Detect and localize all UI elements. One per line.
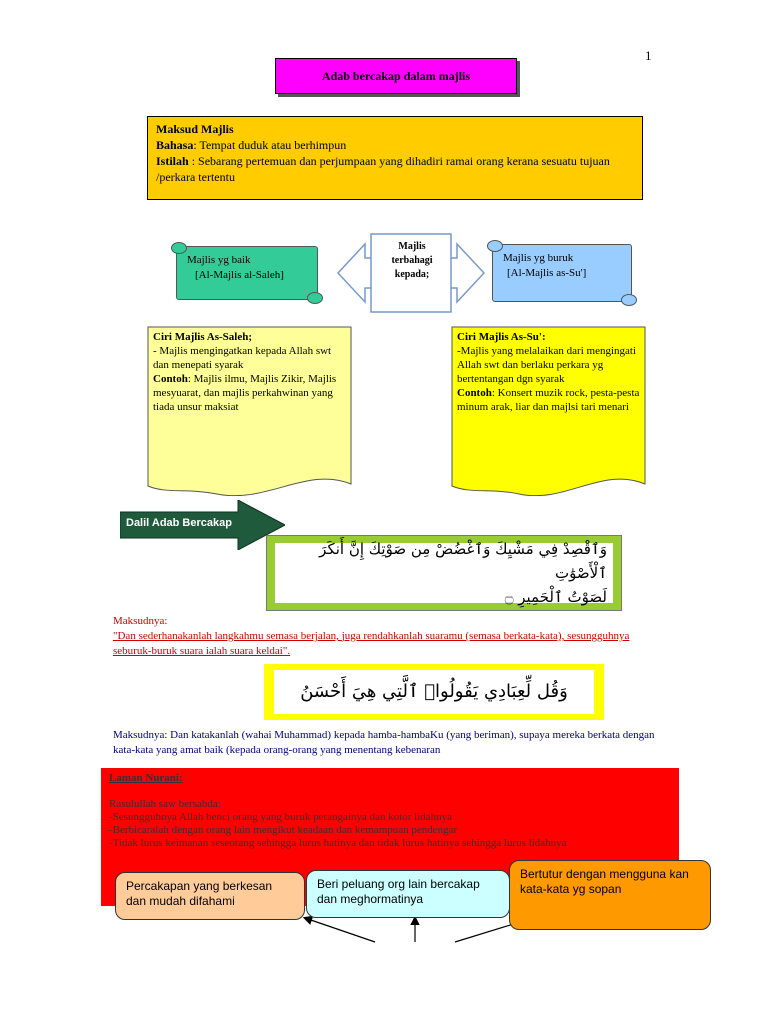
- bubble-bertutur: Bertutur dengan mengguna kan kata-kata yg sopan: [509, 860, 711, 930]
- laman-line2: -Sesungguhnya Allah benci orang yang buruk perangainya dan kotor lidahnya: [109, 811, 453, 823]
- majlis-center-line3: kepada;: [394, 269, 430, 280]
- maksudnya-part2: juga rendahkanlah suaramu (semasa berkata-kata), sesungguhnya seburuk-buruk suara ialah suara keldai".: [113, 630, 630, 657]
- verse-isra-inner: [274, 670, 594, 714]
- maksud-majlis-box: [147, 116, 643, 200]
- istilah-line: [156, 153, 634, 185]
- bahasa-line: [156, 137, 634, 153]
- maksudnya-luqman: [113, 614, 653, 659]
- contoh-text: : Majlis ilmu, Majlis Zikir, Majlis mesyuarat, dan majlis perkahwinan yang tiada unsur maksiat: [153, 373, 337, 413]
- verse-luqman-box: [266, 535, 622, 611]
- bubble-percakapan: Percakapan yang berkesan dan mudah difahami: [115, 872, 305, 920]
- maksudnya-part1: "Dan sederhanakanlah langkahmu semasa berjalan,: [113, 630, 342, 642]
- contoh-text: : Konsert muzik rock, pesta-pesta minum arak, liar dan majlsi tari menari: [457, 387, 640, 413]
- majlis-buruk-line1: Majlis yg buruk: [503, 252, 574, 264]
- scroll-curl: [487, 240, 503, 252]
- majlis-baik-scroll: [176, 246, 318, 300]
- verse-isra-text: وَقُل لِّعِبَادِي يَقُولُوا۟ ٱلَّتِي هِيَ أَحْسَنُ: [300, 681, 568, 702]
- bahasa-text: : Tempat duduk atau berhimpun: [193, 138, 347, 152]
- page-number: 1: [645, 48, 652, 63]
- majlis-center-line2: terbahagi: [391, 255, 433, 266]
- dalil-label: Dalil Adab Bercakap: [126, 517, 232, 529]
- laman-line1: Rasulullah saw bersabda:: [109, 798, 221, 810]
- maksud-heading: Maksud Majlis: [156, 122, 234, 136]
- page-title-text: Adab bercakap dalam majlis: [321, 68, 471, 83]
- majlis-baik-line2: [Al-Majlis al-Saleh]: [195, 269, 284, 281]
- bubble-beri-peluang: Beri peluang org lain bercakap dan meghormatinya: [306, 870, 510, 918]
- scroll-curl: [171, 242, 187, 254]
- majlis-center-line1: Majlis: [398, 241, 426, 252]
- maksudnya-luqman-text: [113, 629, 653, 659]
- majlis-buruk-line2: [Al-Majlis as-Su']: [507, 267, 587, 279]
- ciri-saleh-heading: Ciri Majlis As-Saleh;: [153, 331, 252, 343]
- majlis-terbahagi-label: [372, 240, 452, 282]
- laman-line4: -Tidak lurus keimanan seseorang sehingga lurus hatinya dan tidak lurus hatinya sehingga lurus lidahnya: [109, 837, 567, 849]
- ciri-saleh-box: [147, 326, 352, 496]
- ciri-su-text: -Majlis yang melalaikan dari mengingati Allah swt dan berlaku perkara yg bertentangan dgn syarak: [457, 345, 637, 385]
- scroll-curl: [307, 292, 323, 304]
- ciri-su-contoh: [457, 386, 640, 414]
- verse-luqman-line1: وَٱقْصِدْ فِي مَشْيِكَ وَٱغْضُضْ مِن صَوْتِكَ إِنَّ أَنكَرَ ٱلْأَصْوَٰتِ: [319, 540, 607, 582]
- verse-luqman-inner: [275, 540, 613, 606]
- bahasa-label: Bahasa: [156, 138, 194, 152]
- scroll-curl: [621, 294, 637, 306]
- ciri-su-heading: Ciri Majlis As-Su':: [457, 331, 546, 343]
- majlis-buruk-scroll: [492, 244, 632, 302]
- laman-heading: Laman Nurani:: [109, 772, 183, 784]
- verse-isra-box: [264, 664, 604, 720]
- ciri-su-content: [457, 330, 640, 414]
- maksudnya-isra: Maksudnya: Dan katakanlah (wahai Muhammad) kepada hamba-hambaKu (yang beriman), supaya mereka berkata dengan kata-kata yang amat baik (kepada orang-orang yang menentang kebenaran: [113, 729, 655, 756]
- ciri-su-box: [451, 326, 646, 496]
- ciri-saleh-text: - Majlis mengingatkan kepada Allah swt dan menepati syarak: [153, 345, 332, 371]
- contoh-label: Contoh: [153, 373, 188, 385]
- maksudnya-label: Maksudnya:: [113, 615, 168, 627]
- ciri-saleh-contoh: [153, 372, 346, 414]
- majlis-baik-line1: Majlis yg baik: [187, 254, 251, 266]
- contoh-label: Contoh: [457, 387, 492, 399]
- ciri-saleh-content: [153, 330, 346, 414]
- page-title: [275, 58, 517, 94]
- verse-luqman-line2: لَصَوْتُ ٱلْحَمِيرِ ۝: [504, 588, 607, 606]
- istilah-text: : Sebarang pertemuan dan perjumpaan yang dihadiri ramai orang kerana sesuatu tujuan /perkara tertentu: [156, 154, 610, 184]
- laman-line3: -Berbicaralah dengan orang lain mengikut keadaan dan kemampuan pendengar: [109, 824, 458, 836]
- istilah-label: Istilah: [156, 154, 189, 168]
